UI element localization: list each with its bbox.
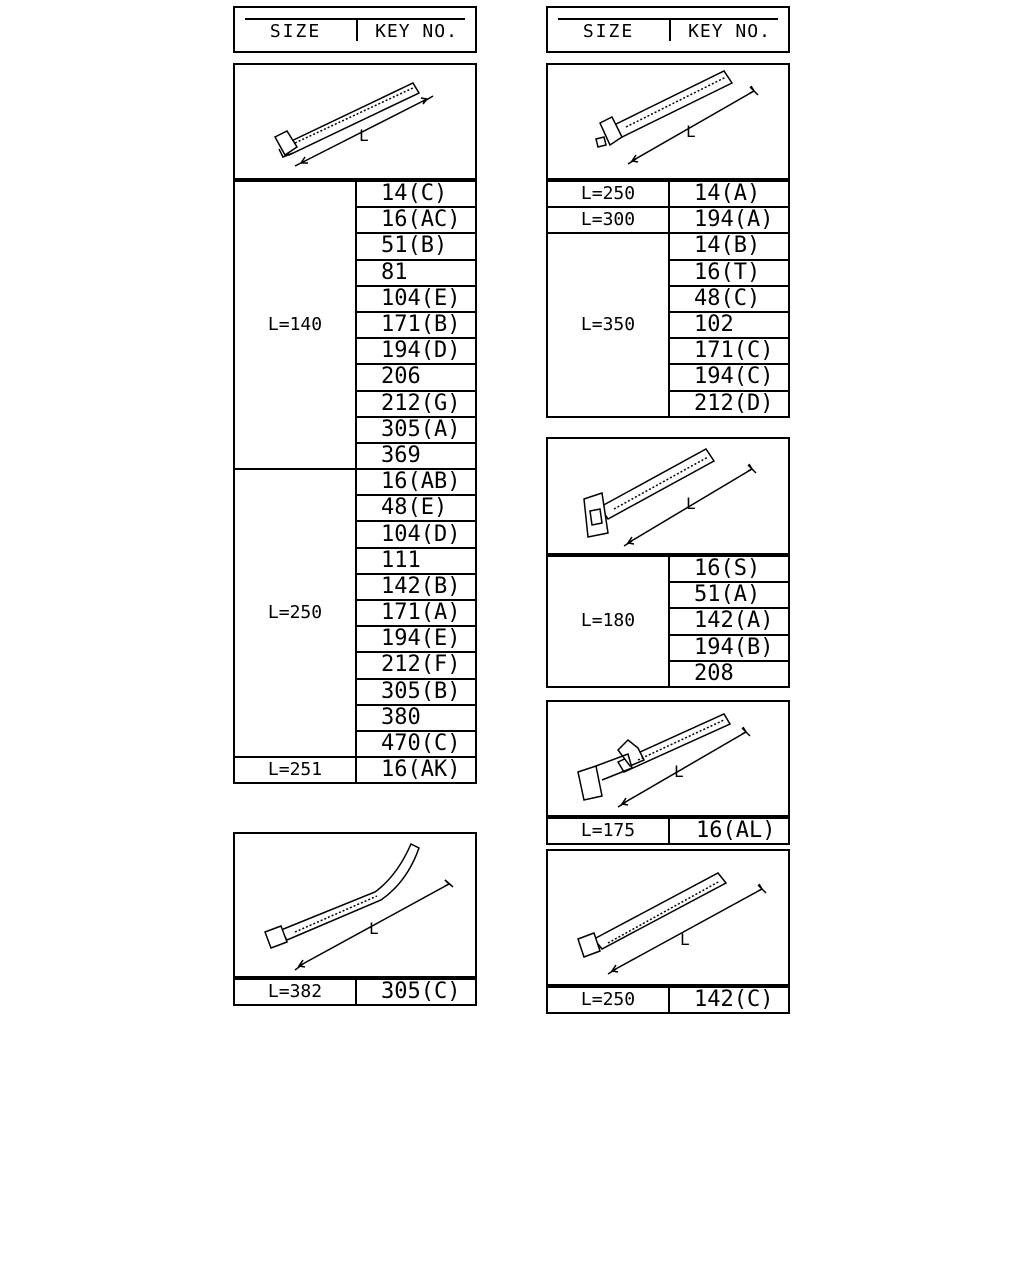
right-table-header	[546, 6, 790, 53]
key-cell: 104(D)	[356, 521, 476, 547]
size-cell: L=250	[547, 987, 669, 1013]
table-row	[234, 469, 476, 495]
key-cell: 305(B)	[356, 679, 476, 705]
cable-tie-illustration	[546, 849, 790, 986]
key-cell: 51(A)	[669, 582, 789, 608]
key-cell: 212(D)	[669, 391, 789, 417]
right-column	[546, 6, 790, 1013]
key-cell: 142(B)	[356, 574, 476, 600]
key-cell: 194(C)	[669, 364, 789, 390]
key-cell: 51(B)	[356, 233, 476, 259]
cable-tie-illustration	[546, 437, 790, 555]
key-cell: 14(B)	[669, 233, 789, 259]
key-cell: 16(AC)	[356, 207, 476, 233]
size-cell: L=300	[547, 207, 669, 233]
key-cell: 206	[356, 364, 476, 390]
right-tie1-block	[546, 63, 790, 418]
key-cell: 171(B)	[356, 312, 476, 338]
size-cell: L=251	[234, 757, 356, 783]
right-tie2-block	[546, 437, 790, 688]
dimension-label: L	[674, 762, 684, 781]
dimension-label: L	[686, 122, 696, 141]
key-cell: 81	[356, 260, 476, 286]
cable-tie-illustration	[233, 832, 477, 978]
key-cell: 171(A)	[356, 600, 476, 626]
left-tie2-key-table	[233, 978, 477, 1006]
key-no-column-header: KEY NO.	[375, 21, 458, 42]
cable-tie-illustration	[233, 63, 477, 180]
key-cell: 48(E)	[356, 495, 476, 521]
key-cell: 470(C)	[356, 731, 476, 757]
right-tie3-block	[546, 700, 790, 845]
dimension-label: L	[680, 930, 690, 949]
table-row	[547, 181, 789, 207]
size-column-header: SIZE	[582, 21, 635, 42]
key-cell: 14(A)	[669, 181, 789, 207]
size-cell: L=175	[547, 818, 669, 844]
key-cell: 171(C)	[669, 338, 789, 364]
right-tie4-key-table	[546, 986, 790, 1014]
key-cell: 212(F)	[356, 652, 476, 678]
table-row	[547, 233, 789, 259]
cable-tie-illustration	[546, 700, 790, 817]
dimension-label: L	[369, 919, 379, 938]
table-row	[234, 181, 476, 207]
table-row	[547, 987, 789, 1013]
key-cell: 48(C)	[669, 286, 789, 312]
key-cell: 16(AK)	[356, 757, 476, 783]
key-cell: 16(AL)	[669, 818, 789, 844]
key-no-column-header: KEY NO.	[688, 21, 771, 42]
right-tie2-key-table	[546, 555, 790, 688]
size-cell: L=180	[547, 556, 669, 687]
right-tie1-key-table	[546, 180, 790, 418]
size-cell: L=250	[234, 469, 356, 757]
size-cell: L=382	[234, 979, 356, 1005]
table-row	[547, 818, 789, 844]
dimension-label: L	[359, 126, 369, 145]
key-cell: 194(A)	[669, 207, 789, 233]
key-cell: 194(D)	[356, 338, 476, 364]
size-cell: L=140	[234, 181, 356, 469]
key-cell: 194(E)	[356, 626, 476, 652]
dimension-label: L	[686, 494, 696, 513]
size-column-header: SIZE	[269, 21, 322, 42]
key-cell: 16(AB)	[356, 469, 476, 495]
key-cell: 16(T)	[669, 260, 789, 286]
left-table-header	[233, 6, 477, 53]
left-column	[233, 6, 477, 1005]
table-row	[234, 979, 476, 1005]
key-cell: 305(A)	[356, 417, 476, 443]
key-cell: 14(C)	[356, 181, 476, 207]
key-cell: 380	[356, 705, 476, 731]
table-row	[547, 207, 789, 233]
key-cell: 212(G)	[356, 391, 476, 417]
size-cell: L=350	[547, 233, 669, 416]
key-cell: 104(E)	[356, 286, 476, 312]
key-cell: 142(A)	[669, 608, 789, 634]
key-cell: 102	[669, 312, 789, 338]
left-tie1-block	[233, 63, 477, 784]
cable-tie-illustration	[546, 63, 790, 180]
key-cell: 16(S)	[669, 556, 789, 582]
table-row	[547, 556, 789, 582]
left-tie2-block	[233, 832, 477, 1006]
key-cell: 208	[669, 661, 789, 687]
size-cell: L=250	[547, 181, 669, 207]
key-cell: 111	[356, 548, 476, 574]
key-cell: 142(C)	[669, 987, 789, 1013]
right-tie3-key-table	[546, 817, 790, 845]
left-tie1-key-table	[233, 180, 477, 784]
key-cell: 194(B)	[669, 635, 789, 661]
key-cell: 369	[356, 443, 476, 469]
key-cell: 305(C)	[356, 979, 476, 1005]
table-row	[234, 757, 476, 783]
right-tie4-block	[546, 849, 790, 1014]
